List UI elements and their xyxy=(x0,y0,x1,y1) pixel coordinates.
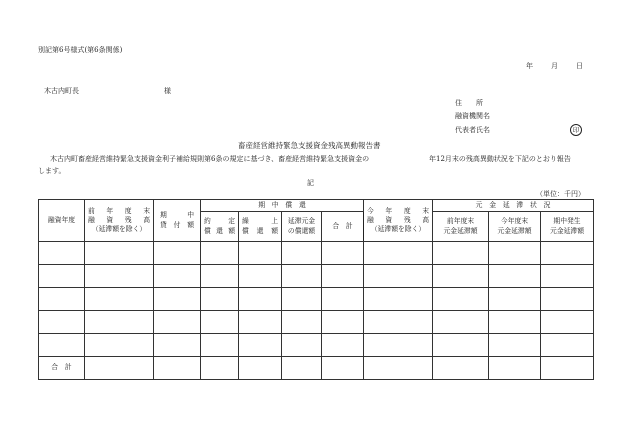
header-prev-overdue: 前年度末 元金延滞額 xyxy=(433,212,489,242)
table-row xyxy=(39,334,594,357)
header-prev-balance: 前 年 度 末 融 資 残 高 （延滞額を除く） xyxy=(85,200,154,242)
document-title: 畜産経営維持緊急支援資金残高異動報告書 xyxy=(238,141,381,150)
header-repay-total: 合 計 xyxy=(322,212,364,242)
institution-label: 融資機関名 xyxy=(455,112,490,120)
date-month-label: 月 xyxy=(551,62,558,70)
header-mid-loan: 期 中 貸付額 xyxy=(154,200,201,242)
addressee: 木古内町長 xyxy=(44,87,79,95)
header-curr-overdue: 今年度末 元金延滞額 xyxy=(489,212,541,242)
balance-change-table xyxy=(38,199,594,380)
table-row xyxy=(39,288,594,311)
table-row xyxy=(39,311,594,334)
table-row xyxy=(39,265,594,288)
header-overdue-principal-repay: 延滞元金 の償還額 xyxy=(282,212,322,242)
date-day-label: 日 xyxy=(576,62,583,70)
seal-mark: 印 xyxy=(570,124,582,136)
form-number: 別記第6号様式(第6条関係) xyxy=(38,46,123,54)
header-contract-repay: 約 定 償還額 xyxy=(201,212,239,242)
total-row xyxy=(39,357,594,380)
header-curr-balance: 今 年 度 末 融 資 残 高 （延滞額を除く） xyxy=(364,200,433,242)
body-text-line2: します。 xyxy=(38,167,66,175)
address-label: 住 所 xyxy=(455,99,483,107)
body-text-line1a: 木古内町畜産経営維持緊急支援資金利子補給規則第6条の規定に基づき、畜産経営維持緊急支援資金の xyxy=(50,155,370,163)
table-row xyxy=(39,242,594,265)
ki-marker: 記 xyxy=(307,179,314,187)
header-loan-year: 融資年度 xyxy=(39,200,85,242)
header-mid-overdue: 期中発生 元金延滞額 xyxy=(541,212,594,242)
unit-label: （単位：千円） xyxy=(536,190,585,198)
date-year-label: 年 xyxy=(526,62,533,70)
header-early-repay: 繰 上 償還額 xyxy=(239,212,282,242)
header-mid-repayment: 期 中 償 還 xyxy=(201,200,364,212)
total-row-label: 合 計 xyxy=(39,357,85,380)
body-text-line1b: 年12月末の残高異動状況を下記のとおり報告 xyxy=(429,155,571,163)
honorific: 様 xyxy=(164,87,171,95)
header-overdue-status: 元 金 延 滞 状 況 xyxy=(433,200,594,212)
representative-label: 代表者氏名 xyxy=(455,126,490,134)
